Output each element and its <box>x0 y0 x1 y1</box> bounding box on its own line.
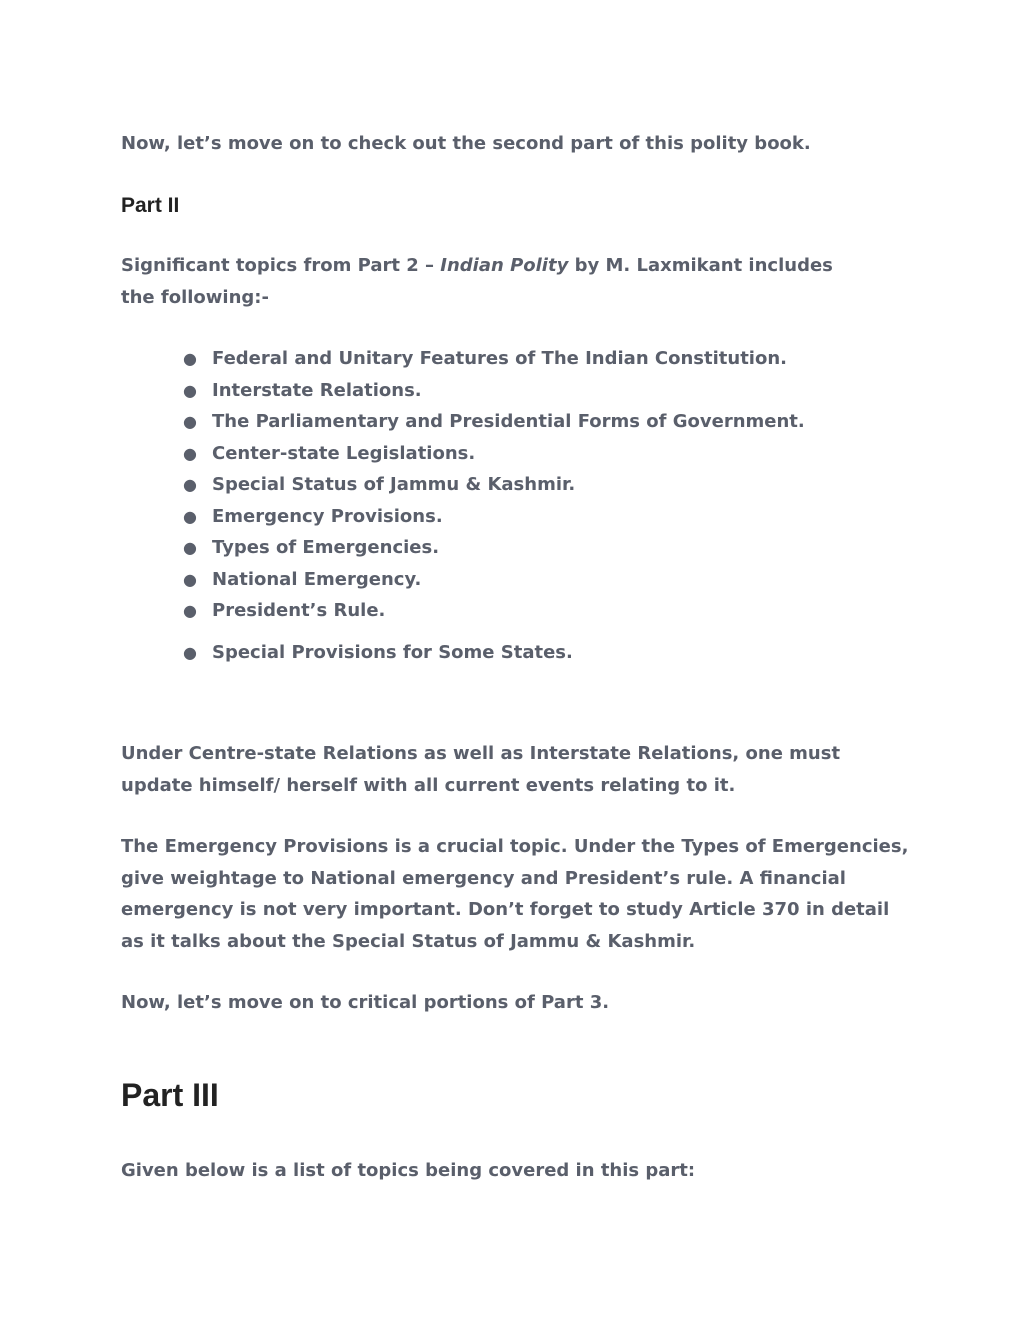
relations-paragraph: Under Centre-state Relations as well as Interstate Relations, one must update himself/ herself with all current events relating to it. <box>121 743 841 796</box>
list-item-text: President’s Rule. <box>212 600 386 621</box>
list-item <box>121 406 881 438</box>
significant-topics-paragraph <box>121 250 841 313</box>
bullet-icon: ● <box>183 601 197 620</box>
given-below-paragraph: Given below is a list of topics being covered in this part: <box>121 1160 696 1181</box>
bullet-icon: ● <box>183 642 197 662</box>
list-item <box>121 532 881 564</box>
bullet-icon: ● <box>183 412 197 431</box>
list-item <box>121 343 881 375</box>
list-item <box>121 564 881 596</box>
part-ii-heading: Part II <box>121 194 180 217</box>
list-item-text: National Emergency. <box>212 568 422 590</box>
list-item-text: Special Provisions for Some States. <box>212 641 573 663</box>
list-item <box>121 595 881 627</box>
list-item-text: Emergency Provisions. <box>212 505 443 527</box>
bullet-icon: ● <box>183 538 197 557</box>
bullet-icon: ● <box>183 380 197 400</box>
list-item-text: Federal and Unitary Features of The Indian Constitution. <box>212 348 787 369</box>
list-item <box>121 438 881 470</box>
intro-paragraph: Now, let’s move on to check out the second part of this polity book. <box>121 133 811 154</box>
document-page <box>121 0 921 1325</box>
list-item-text: The Parliamentary and Presidential Forms of Government. <box>212 411 805 432</box>
bullet-icon: ● <box>183 443 197 463</box>
list-item <box>121 501 881 533</box>
significant-text-after: by M. Laxmikant includes the following:- <box>121 255 833 308</box>
list-item <box>121 375 881 407</box>
bullet-icon: ● <box>183 349 197 368</box>
book-title: Indian Polity <box>440 255 569 276</box>
list-item-text: Types of Emergencies. <box>212 537 440 558</box>
part-iii-heading: Part III <box>121 1077 219 1113</box>
list-item-text: Center-state Legislations. <box>212 442 476 464</box>
list-item <box>121 637 881 669</box>
list-item-text: Interstate Relations. <box>212 379 422 401</box>
bullet-icon: ● <box>183 506 197 526</box>
list-item-text: Special Status of Jammu & Kashmir. <box>212 474 576 495</box>
next-part-paragraph: Now, let’s move on to critical portions of Part 3. <box>121 992 610 1013</box>
list-item <box>121 469 881 501</box>
significant-text-before: Significant topics from Part 2 – <box>121 255 441 276</box>
bullet-icon: ● <box>183 475 197 494</box>
emergency-paragraph: The Emergency Provisions is a crucial topic. Under the Types of Emergencies, give weightage to National emergency and President’s rule. A financial emergency is not very important. Don’t forget to study Article 370 in detail as it talks about the Special Status of Jammu & Kashmir. <box>121 836 909 952</box>
topics-list <box>121 343 881 668</box>
bullet-icon: ● <box>183 569 197 589</box>
